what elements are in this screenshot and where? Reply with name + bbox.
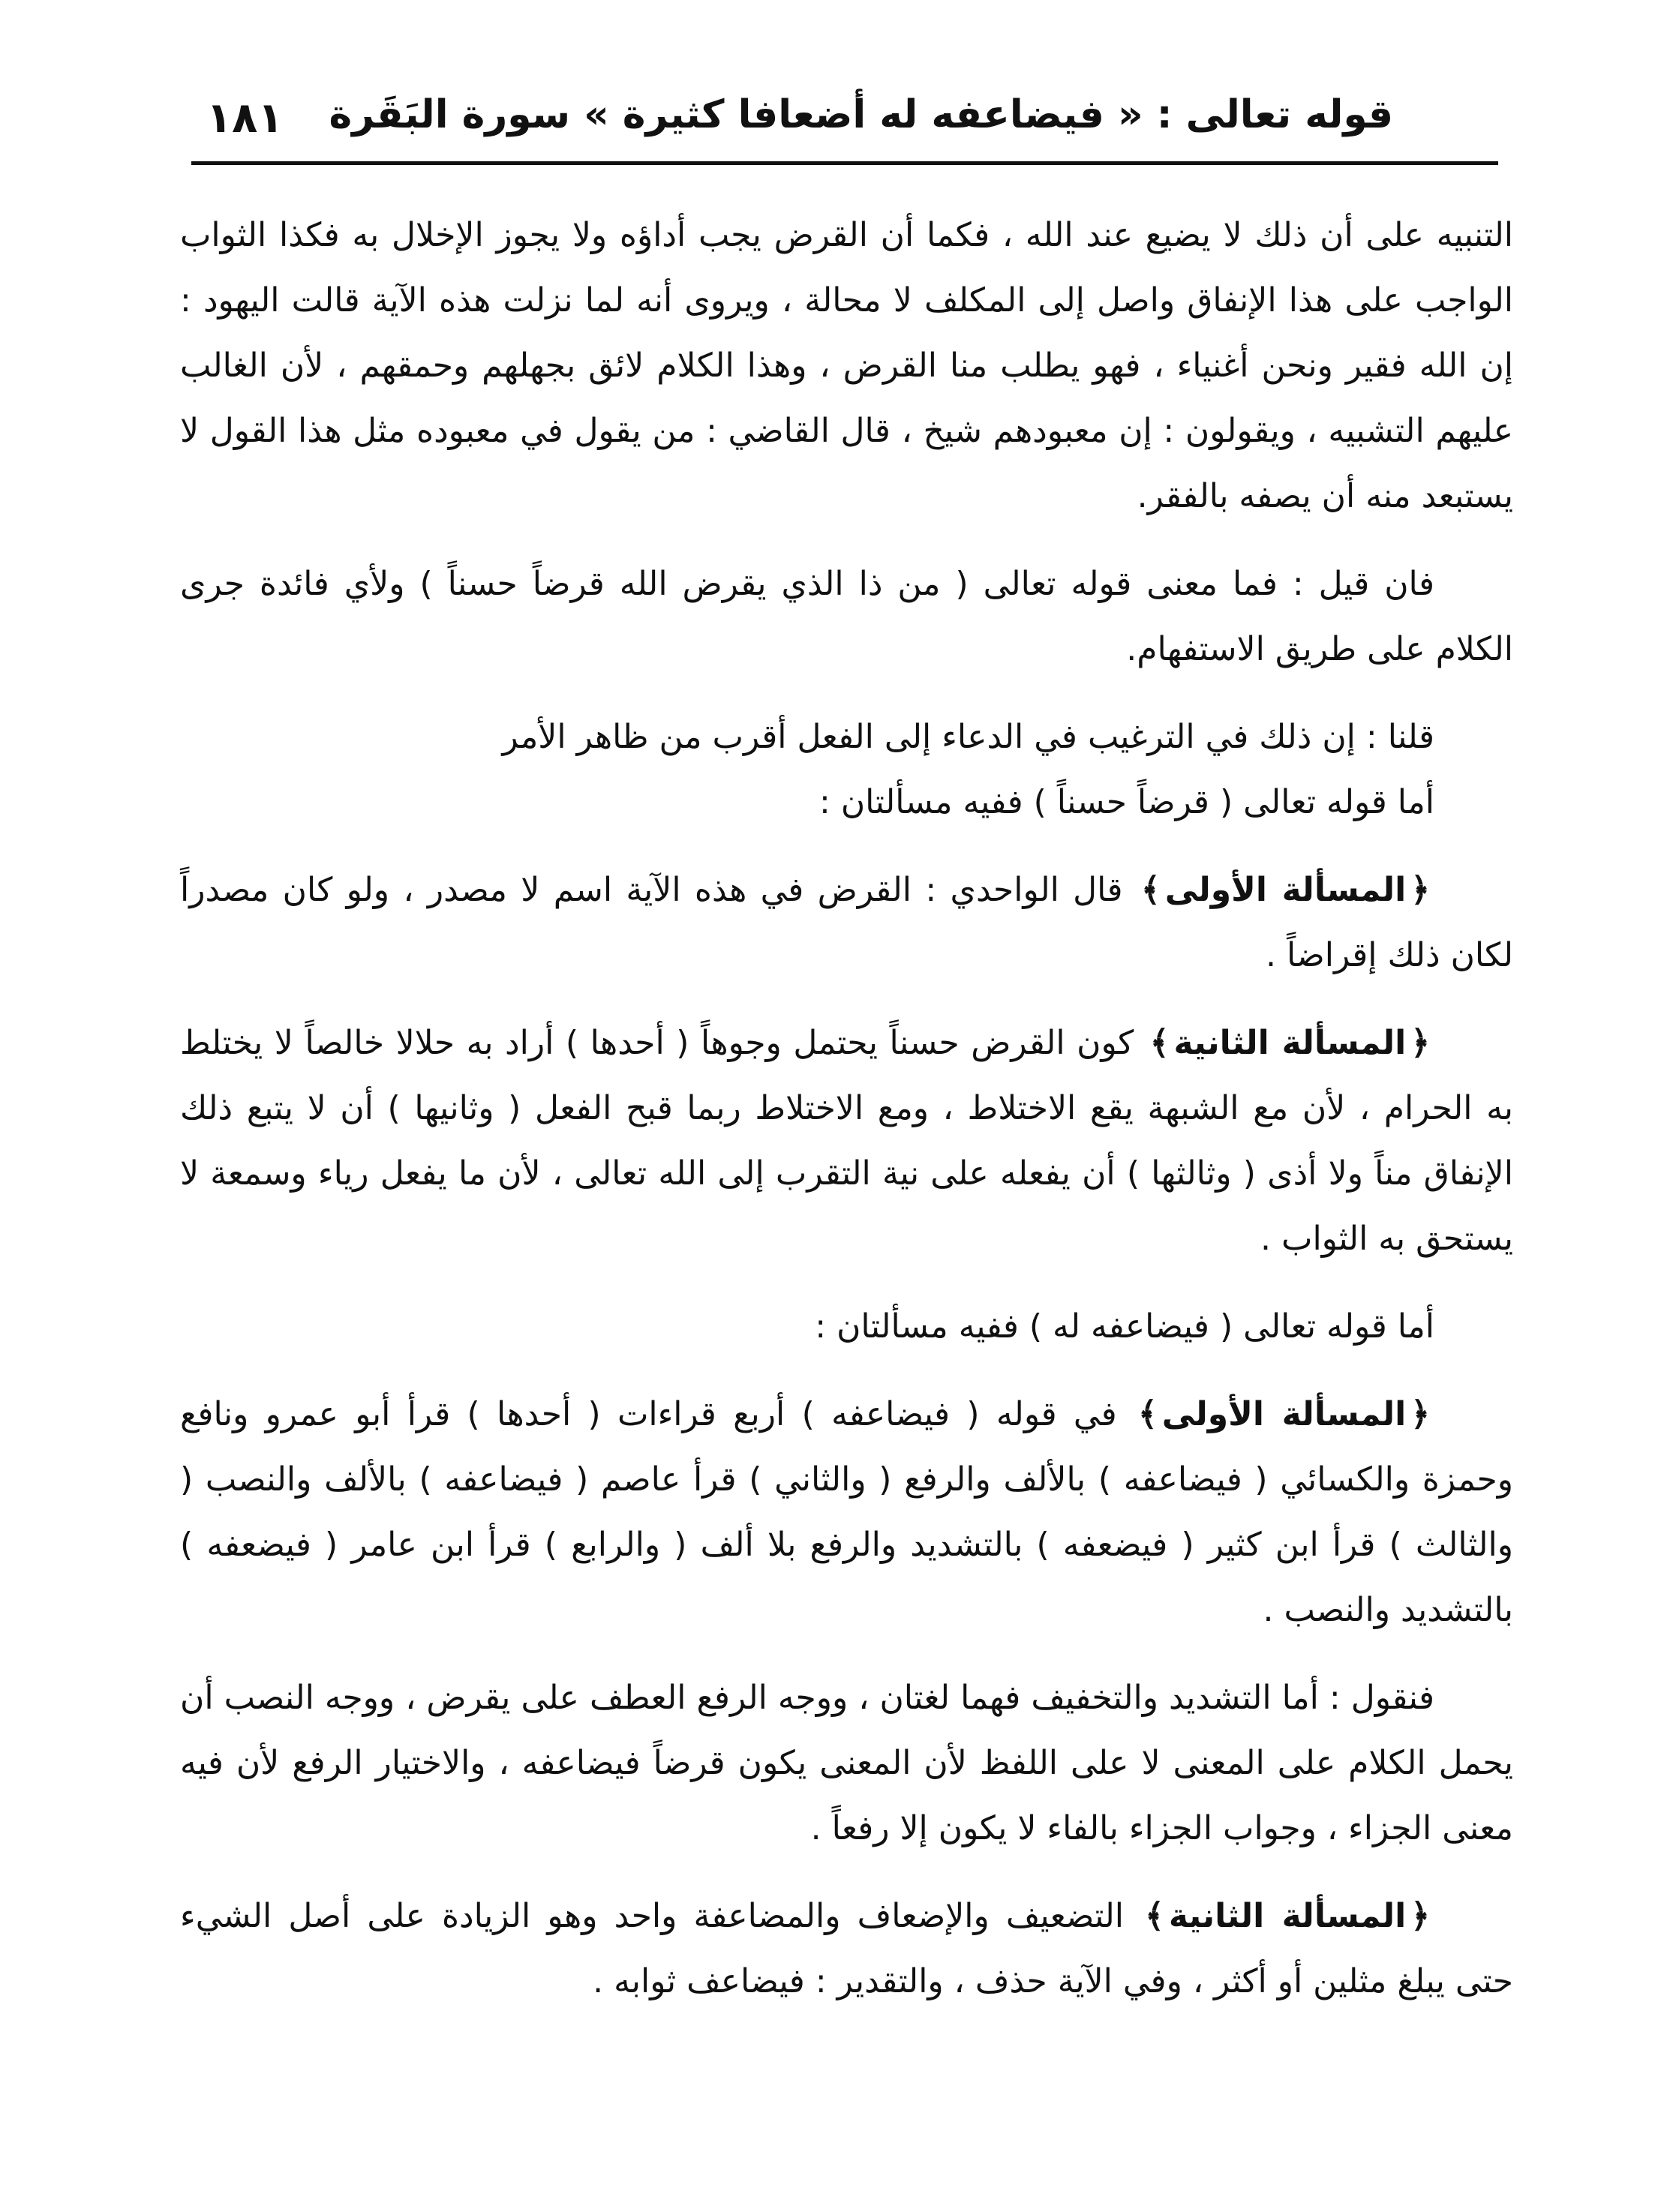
issue-heading-4: المسألة الثانية xyxy=(1168,1897,1407,1935)
running-title: قوله تعالى : « فيضاعفه له أضعافا كثيرة » سورة البَقَرة xyxy=(329,92,1393,137)
paragraph-4 xyxy=(180,857,1513,988)
ornament-close: ﴾ xyxy=(1140,871,1161,909)
page-body xyxy=(180,203,1513,2036)
section-intro-qard: أما قوله تعالى ( قرضاً حسناً ) ففيه مسألتان : xyxy=(819,783,1434,821)
ornament-close: ﴾ xyxy=(1145,1897,1164,1935)
paragraph-7 xyxy=(180,1382,1513,1643)
issue-text-1: قال الواحدي : القرض في هذه الآية اسم لا مصدر ، ولو كان مصدراً لكان ذلك إقراضاً . xyxy=(180,871,1513,974)
issue-heading-1: المسألة الأولى xyxy=(1164,871,1407,909)
header-divider xyxy=(191,161,1498,165)
paragraph-2: فان قيل : فما معنى قوله تعالى ( من ذا الذي يقرض الله قرضاً حسناً ) ولأي فائدة جرى الكلام على طريق الاستفهام. xyxy=(180,565,1513,668)
page-number: ١٨١ xyxy=(206,94,284,143)
ornament-open: ﴿ xyxy=(1410,1897,1431,1935)
paragraph-8: فنقول : أما التشديد والتخفيف فهما لغتان ، ووجه الرفع العطف على يقرض ، ووجه النصب أن يحمل الكلام على المعنى لا على اللفظ لأن المعنى يكون قرضاً فيضاعفه ، والاختيار الرفع لأن فيه معنى الجزاء ، وجواب الجزاء بالفاء لا يكون إلا رفعاً . xyxy=(180,1679,1513,1847)
ornament-close: ﴾ xyxy=(1137,1395,1158,1433)
ornament-open: ﴿ xyxy=(1410,871,1431,909)
issue-heading-2: المسألة الثانية xyxy=(1173,1024,1407,1062)
ornament-open: ﴿ xyxy=(1410,1024,1431,1062)
issue-heading-3: المسألة الأولى xyxy=(1161,1395,1407,1433)
issue-text-4: التضعيف والإضعاف والمضاعفة واحد وهو الزيادة على أصل الشيء حتى يبلغ مثلين أو أكثر ، وفي الآية حذف ، والتقدير : فيضاعف ثوابه . xyxy=(180,1897,1513,2000)
ornament-open: ﴿ xyxy=(1410,1395,1430,1433)
paragraph-6: أما قوله تعالى ( فيضاعفه له ) ففيه مسألتان : xyxy=(815,1307,1434,1346)
ornament-close: ﴾ xyxy=(1149,1024,1170,1062)
paragraph-5 xyxy=(180,1010,1513,1271)
page-header xyxy=(191,86,1498,165)
answer-line: قلنا : إن ذلك في الترغيب في الدعاء إلى الفعل أقرب من ظاهر الأمر xyxy=(502,718,1434,756)
paragraph-1: التنبيه على أن ذلك لا يضيع عند الله ، فكما أن القرض يجب أداؤه ولا يجوز الإخلال به فكذا الثواب الواجب على هذا الإنفاق واصل إلى المكلف لا محالة ، ويروى أنه لما نزلت هذه الآية قالت اليهود : إن الله فقير ونحن أغنياء ، فهو يطلب منا القرض ، وهذا الكلام لائق بجهلهم وحمقهم ، لأن الغالب عليهم التشبيه ، ويقولون : إن معبودهم شيخ ، قال القاضي : من يقول في معبوده مثل هذا القول لا يستبعد منه أن يصفه بالفقر. xyxy=(180,216,1513,515)
issue-text-3: في قوله ( فيضاعفه ) أربع قراءات ( أحدها ) قرأ أبو عمرو ونافع وحمزة والكسائي ( فيضاعفه ) بالألف والرفع ( والثاني ) قرأ عاصم ( فيضاعفه ) بالألف والنصب ( والثالث ) قرأ ابن كثير ( فيضعفه ) بالتشديد والرفع بلا ألف ( والرابع ) قرأ ابن عامر ( فيضعفه ) بالتشديد والنصب . xyxy=(180,1395,1513,1629)
paragraph-9 xyxy=(180,1883,1513,2014)
paragraph-3 xyxy=(180,704,1513,835)
issue-text-2: كون القرض حسناً يحتمل وجوهاً ( أحدها ) أراد به حلالا خالصاً لا يختلط به الحرام ، لأن مع الشبهة يقع الاختلاط ، ومع الاختلاط ربما قبح الفعل ( وثانيها ) أن لا يتبع ذلك الإنفاق مناً ولا أذى ( وثالثها ) أن يفعله على نية التقرب إلى الله تعالى ، لأن ما يفعل رياء وسمعة لا يستحق به الثواب . xyxy=(180,1024,1513,1258)
